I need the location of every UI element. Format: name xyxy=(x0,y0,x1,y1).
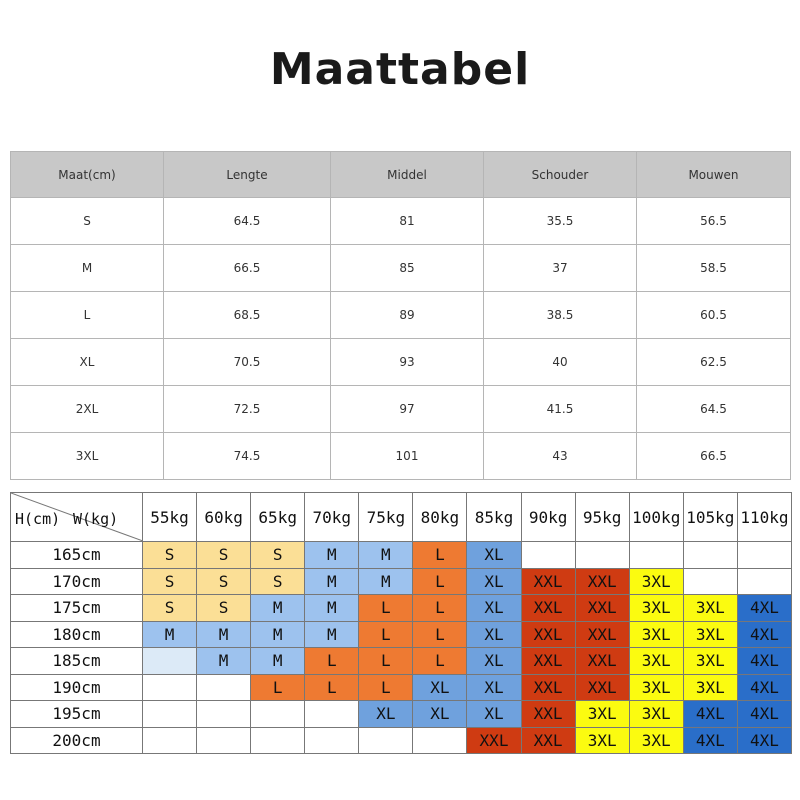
weight-header-cell: 85kg xyxy=(467,493,521,542)
weight-header-cell: 55kg xyxy=(143,493,197,542)
size-cell: XL xyxy=(467,595,521,622)
measurement-cell: 93 xyxy=(331,339,484,386)
height-row xyxy=(11,648,792,675)
size-cell: 3XL xyxy=(629,674,683,701)
size-cell: M xyxy=(305,568,359,595)
size-cell: L xyxy=(413,595,467,622)
measurement-cell: 43 xyxy=(484,433,637,480)
weight-header-cell: 80kg xyxy=(413,493,467,542)
measurement-cell: 74.5 xyxy=(164,433,331,480)
height-row xyxy=(11,621,792,648)
size-cell: L xyxy=(359,621,413,648)
size-cell: XL xyxy=(467,674,521,701)
size-cell: XXL xyxy=(575,674,629,701)
measurement-cell: 89 xyxy=(331,292,484,339)
size-cell: M xyxy=(359,542,413,569)
weight-header-row xyxy=(11,493,792,542)
size-cell: L xyxy=(359,648,413,675)
grid-corner-cell xyxy=(11,493,143,542)
measurement-cell: 40 xyxy=(484,339,637,386)
measurement-cell: 97 xyxy=(331,386,484,433)
size-cell xyxy=(629,542,683,569)
size-cell: XL xyxy=(413,701,467,728)
size-cell: XXL xyxy=(521,648,575,675)
size-cell xyxy=(359,727,413,754)
height-row xyxy=(11,568,792,595)
size-cell: L xyxy=(359,595,413,622)
size-cell xyxy=(197,674,251,701)
size-cell: XXL xyxy=(521,621,575,648)
height-label-cell: 175cm xyxy=(11,595,143,622)
size-cell xyxy=(737,568,791,595)
size-cell: L xyxy=(413,568,467,595)
size-cell: L xyxy=(359,674,413,701)
height-label-cell: 200cm xyxy=(11,727,143,754)
size-cell: L xyxy=(413,648,467,675)
header-mouwen: Mouwen xyxy=(637,152,791,198)
weight-header-cell: 65kg xyxy=(251,493,305,542)
measurement-cell: 64.5 xyxy=(637,386,791,433)
size-cell: L xyxy=(413,621,467,648)
size-cell: L xyxy=(251,674,305,701)
size-cell: S xyxy=(197,542,251,569)
measurement-row xyxy=(11,386,791,433)
weight-axis-label: W(kg) xyxy=(73,510,119,528)
size-cell: 3XL xyxy=(629,701,683,728)
size-cell xyxy=(683,568,737,595)
size-cell xyxy=(521,542,575,569)
size-cell: M xyxy=(197,621,251,648)
weight-header-cell: 70kg xyxy=(305,493,359,542)
measurement-cell: 2XL xyxy=(11,386,164,433)
size-cell xyxy=(197,701,251,728)
measurement-cell: L xyxy=(11,292,164,339)
header-maat: Maat(cm) xyxy=(11,152,164,198)
size-cell xyxy=(143,701,197,728)
size-cell: XL xyxy=(467,701,521,728)
measurement-cell: 60.5 xyxy=(637,292,791,339)
measurement-cell: 85 xyxy=(331,245,484,292)
size-cell: XL xyxy=(467,542,521,569)
size-cell: M xyxy=(359,568,413,595)
height-label-cell: 190cm xyxy=(11,674,143,701)
measurement-header-row xyxy=(11,152,791,198)
size-cell xyxy=(413,727,467,754)
height-row xyxy=(11,727,792,754)
height-row xyxy=(11,701,792,728)
size-cell: M xyxy=(251,648,305,675)
size-cell: XXL xyxy=(521,701,575,728)
height-label-cell: 185cm xyxy=(11,648,143,675)
size-cell: XL xyxy=(413,674,467,701)
height-row xyxy=(11,674,792,701)
size-cell: 3XL xyxy=(575,701,629,728)
measurement-row xyxy=(11,292,791,339)
size-cell xyxy=(143,648,197,675)
size-cell: XL xyxy=(467,621,521,648)
size-cell: 3XL xyxy=(629,568,683,595)
size-cell: S xyxy=(197,595,251,622)
weight-header-cell: 105kg xyxy=(683,493,737,542)
size-cell: S xyxy=(143,542,197,569)
measurement-cell: 35.5 xyxy=(484,198,637,245)
height-row xyxy=(11,542,792,569)
size-cell: 3XL xyxy=(575,727,629,754)
size-cell: S xyxy=(197,568,251,595)
height-label-cell: 165cm xyxy=(11,542,143,569)
measurement-cell: 66.5 xyxy=(164,245,331,292)
size-cell: 3XL xyxy=(629,595,683,622)
size-cell: 3XL xyxy=(629,621,683,648)
size-cell xyxy=(143,727,197,754)
measurement-row xyxy=(11,339,791,386)
size-cell: S xyxy=(143,568,197,595)
size-cell: XXL xyxy=(575,568,629,595)
size-cell: 4XL xyxy=(737,727,791,754)
size-cell xyxy=(143,674,197,701)
size-cell: XL xyxy=(359,701,413,728)
measurement-cell: 58.5 xyxy=(637,245,791,292)
size-cell: XXL xyxy=(575,648,629,675)
size-cell: 4XL xyxy=(737,595,791,622)
measurement-row xyxy=(11,198,791,245)
size-cell: 4XL xyxy=(737,674,791,701)
size-cell: S xyxy=(143,595,197,622)
size-cell: XXL xyxy=(575,621,629,648)
size-cell: L xyxy=(305,674,359,701)
measurement-row xyxy=(11,433,791,480)
size-cell: M xyxy=(251,595,305,622)
size-cell xyxy=(305,701,359,728)
size-cell: 4XL xyxy=(683,727,737,754)
measurement-row xyxy=(11,245,791,292)
weight-header-cell: 95kg xyxy=(575,493,629,542)
measurement-cell: XL xyxy=(11,339,164,386)
size-cell: 3XL xyxy=(683,595,737,622)
size-cell: XXL xyxy=(521,674,575,701)
size-cell: 3XL xyxy=(683,648,737,675)
size-cell: 3XL xyxy=(629,727,683,754)
weight-header-cell: 75kg xyxy=(359,493,413,542)
size-cell: 4XL xyxy=(683,701,737,728)
weight-header-cell: 100kg xyxy=(629,493,683,542)
height-label-cell: 195cm xyxy=(11,701,143,728)
measurement-cell: 64.5 xyxy=(164,198,331,245)
measurement-cell: 37 xyxy=(484,245,637,292)
weight-header-cell: 90kg xyxy=(521,493,575,542)
header-middel: Middel xyxy=(331,152,484,198)
measurement-cell: S xyxy=(11,198,164,245)
measurement-cell: 3XL xyxy=(11,433,164,480)
size-cell: XXL xyxy=(575,595,629,622)
page-title: Maattabel xyxy=(269,44,531,95)
size-cell: L xyxy=(413,542,467,569)
size-cell: M xyxy=(305,595,359,622)
size-cell xyxy=(575,542,629,569)
measurement-cell: 68.5 xyxy=(164,292,331,339)
header-schouder: Schouder xyxy=(484,152,637,198)
size-cell: L xyxy=(305,648,359,675)
size-cell: XL xyxy=(467,648,521,675)
measurement-cell: 101 xyxy=(331,433,484,480)
size-cell: XL xyxy=(467,568,521,595)
measurement-cell: 38.5 xyxy=(484,292,637,339)
measurement-cell: 56.5 xyxy=(637,198,791,245)
size-cell: M xyxy=(305,542,359,569)
size-cell: 3XL xyxy=(629,648,683,675)
size-cell: M xyxy=(197,648,251,675)
weight-header-cell: 110kg xyxy=(737,493,791,542)
size-cell: S xyxy=(251,568,305,595)
size-cell: XXL xyxy=(521,568,575,595)
size-cell xyxy=(737,542,791,569)
size-cell: S xyxy=(251,542,305,569)
height-row xyxy=(11,595,792,622)
measurement-table xyxy=(10,151,791,480)
measurement-cell: 66.5 xyxy=(637,433,791,480)
size-cell xyxy=(251,727,305,754)
size-cell: 3XL xyxy=(683,621,737,648)
size-cell: XXL xyxy=(467,727,521,754)
size-cell: 3XL xyxy=(683,674,737,701)
size-cell: XXL xyxy=(521,595,575,622)
height-axis-label: H(cm) xyxy=(15,510,61,528)
size-cell: M xyxy=(251,621,305,648)
size-cell xyxy=(197,727,251,754)
size-cell: M xyxy=(305,621,359,648)
size-cell: M xyxy=(143,621,197,648)
measurement-cell: 62.5 xyxy=(637,339,791,386)
measurement-cell: 70.5 xyxy=(164,339,331,386)
measurement-cell: 72.5 xyxy=(164,386,331,433)
size-cell: 4XL xyxy=(737,701,791,728)
measurement-cell: 41.5 xyxy=(484,386,637,433)
measurement-cell: 81 xyxy=(331,198,484,245)
size-cell: 4XL xyxy=(737,621,791,648)
size-cell: XXL xyxy=(521,727,575,754)
size-cell xyxy=(683,542,737,569)
size-cell: 4XL xyxy=(737,648,791,675)
weight-header-cell: 60kg xyxy=(197,493,251,542)
measurement-cell: M xyxy=(11,245,164,292)
size-cell xyxy=(251,701,305,728)
height-label-cell: 180cm xyxy=(11,621,143,648)
header-lengte: Lengte xyxy=(164,152,331,198)
height-label-cell: 170cm xyxy=(11,568,143,595)
size-chart-grid xyxy=(10,492,792,754)
size-cell xyxy=(305,727,359,754)
